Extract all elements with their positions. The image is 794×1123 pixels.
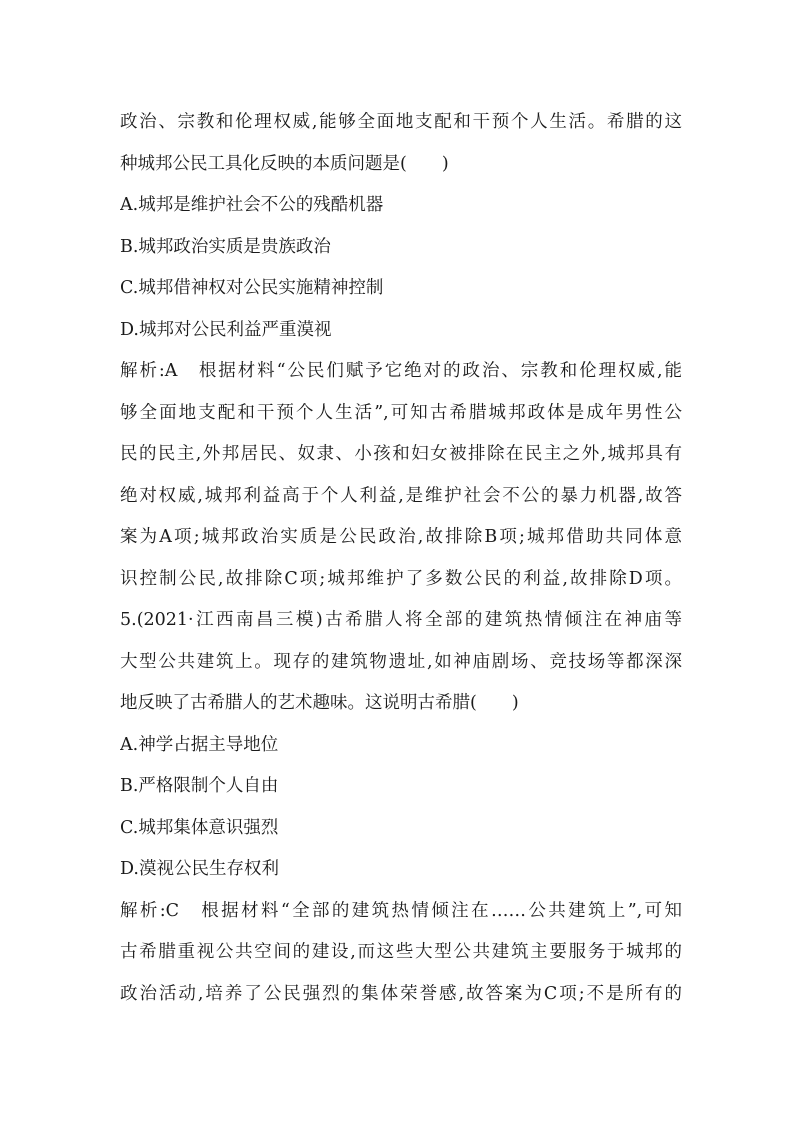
q5-stem-line: 地反映了古希腊人的艺术趣味。这说明古希腊( ) — [120, 693, 519, 713]
q4-option-d: D.城邦对公民利益严重漠视 — [120, 319, 332, 340]
q4-analysis-line: 绝对权威,城邦利益高于个人利益,是维护社会不公的暴力机器,故答 — [120, 485, 682, 506]
q4-analysis-line: 够全面地支配和干预个人生活”,可知古希腊城邦政体是成年男性公 — [120, 402, 682, 423]
q4-stem-line: 政治、宗教和伦理权威,能够全面地支配和干预个人生活。希腊的这 — [120, 112, 682, 132]
q5-stem-line: 5.(2021·江西南昌三模)古希腊人将全部的建筑热情倾注在神庙等 — [120, 610, 682, 630]
q5-stem-line: 大型公共建筑上。现存的建筑物遗址,如神庙剧场、竞技场等都深深 — [120, 651, 682, 672]
q5-analysis-line: 古希腊重视公共空间的建设,而这些大型公共建筑主要服务于城邦的 — [120, 942, 682, 962]
q5-analysis-line: 解析:C 根据材料“全部的建筑热情倾注在……公共建筑上”,可知 — [120, 900, 682, 921]
q5-option-d: D.漠视公民生存权利 — [120, 859, 279, 879]
q4-analysis-line: 识控制公民,故排除C项;城邦维护了多数公民的利益,故排除D项。 — [120, 568, 682, 589]
q5-option-b: B.严格限制个人自由 — [120, 776, 279, 796]
q4-analysis-line: 案为A项;城邦政治实质是公民政治,故排除B项;城邦借助共同体意 — [120, 527, 682, 547]
q5-option-a: A.神学占据主导地位 — [120, 734, 279, 755]
q4-option-c: C.城邦借神权对公民实施精神控制 — [120, 278, 384, 298]
q5-analysis-line: 政治活动,培养了公民强烈的集体荣誉感,故答案为C项;不是所有的 — [120, 983, 682, 1004]
q4-option-a: A.城邦是维护社会不公的残酷机器 — [120, 195, 384, 215]
q4-stem-line: 种城邦公民工具化反映的本质问题是( ) — [120, 153, 449, 174]
q5-option-c: C.城邦集体意识强烈 — [120, 817, 279, 838]
q4-option-b: B.城邦政治实质是贵族政治 — [120, 236, 331, 257]
q4-analysis-line: 解析:A 根据材料“公民们赋予它绝对的政治、宗教和伦理权威,能 — [120, 361, 682, 381]
q4-analysis-line: 民的民主,外邦居民、奴隶、小孩和妇女被排除在民主之外,城邦具有 — [120, 444, 682, 464]
